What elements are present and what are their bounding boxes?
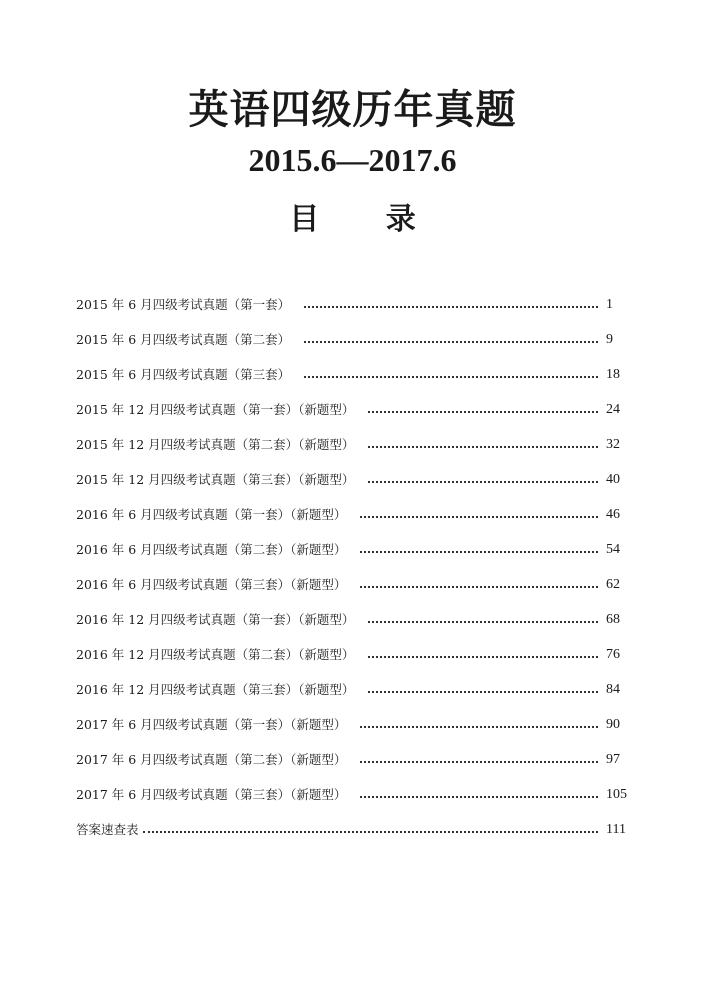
toc-entry-page: 105: [606, 786, 627, 802]
toc-leader-dots: [368, 621, 598, 623]
toc-entry-page: 68: [606, 611, 620, 627]
toc-entry[interactable]: [76, 427, 628, 462]
page-title: 英语四级历年真题: [188, 86, 517, 133]
toc-heading: 目 录: [289, 202, 416, 237]
toc-entry-page: 76: [606, 646, 620, 662]
toc-entry-title: 2017 年 6 月四级考试真题（第二套）（新题型）: [76, 751, 347, 767]
toc-leader-dots: [304, 376, 598, 378]
toc-leader-dots: [360, 726, 598, 728]
toc-entry-page: 54: [606, 541, 620, 557]
toc-entry-page: 1: [606, 296, 613, 312]
toc-entry-title: 2016 年 6 月四级考试真题（第二套）（新题型）: [76, 541, 347, 557]
toc-entry-title: 2015 年 12 月四级考试真题（第三套）（新题型）: [76, 471, 355, 487]
toc-leader-dots: [368, 481, 598, 483]
toc-entry-title: 2017 年 6 月四级考试真题（第三套）（新题型）: [76, 786, 347, 802]
toc-leader-dots: [360, 796, 598, 798]
toc-leader-dots: [360, 516, 598, 518]
toc-leader-dots: [360, 586, 598, 588]
toc-leader-dots: [368, 656, 598, 658]
toc-leader-dots: [368, 446, 598, 448]
toc-entry-page: 18: [606, 366, 620, 382]
toc-entry[interactable]: [76, 462, 628, 497]
toc-entry-page: 32: [606, 436, 620, 452]
toc-entry[interactable]: [76, 532, 628, 567]
toc-entry-page: 40: [606, 471, 620, 487]
toc-entry-title: 2015 年 12 月四级考试真题（第一套）（新题型）: [76, 401, 355, 417]
toc-entry[interactable]: [76, 322, 628, 357]
page-subtitle: 2015.6—2017.6: [248, 142, 457, 178]
toc-entry-title: 答案速查表: [76, 821, 139, 837]
toc-entry-title: 2016 年 12 月四级考试真题（第二套）（新题型）: [76, 646, 355, 662]
toc-leader-dots: [360, 551, 598, 553]
toc-entry[interactable]: [76, 672, 628, 707]
toc-entry-page: 97: [606, 751, 620, 767]
toc-entry[interactable]: [76, 392, 628, 427]
table-of-contents: [76, 287, 628, 847]
toc-entry[interactable]: [76, 567, 628, 602]
toc-entry[interactable]: [76, 777, 628, 812]
toc-entry-title: 2015 年 6 月四级考试真题（第三套）: [76, 366, 291, 382]
toc-entry-title: 2016 年 12 月四级考试真题（第一套）（新题型）: [76, 611, 355, 627]
toc-entry-answer-key[interactable]: [76, 812, 628, 847]
toc-leader-dots: [304, 341, 598, 343]
toc-leader-dots: [368, 411, 598, 413]
toc-entry-page: 46: [606, 506, 620, 522]
toc-entry-page: 9: [606, 331, 613, 347]
toc-entry[interactable]: [76, 742, 628, 777]
toc-leader-dots: [304, 306, 598, 308]
toc-entry[interactable]: [76, 637, 628, 672]
toc-entry-title: 2015 年 6 月四级考试真题（第二套）: [76, 331, 291, 347]
toc-leader-dots: [143, 831, 598, 833]
toc-entry[interactable]: [76, 357, 628, 392]
toc-entry-title: 2016 年 6 月四级考试真题（第三套）（新题型）: [76, 576, 347, 592]
toc-entry-page: 90: [606, 716, 620, 732]
toc-entry-title: 2015 年 12 月四级考试真题（第二套）（新题型）: [76, 436, 355, 452]
toc-entry[interactable]: [76, 497, 628, 532]
toc-entry-page: 24: [606, 401, 620, 417]
toc-entry-title: 2015 年 6 月四级考试真题（第一套）: [76, 296, 291, 312]
toc-entry-page: 62: [606, 576, 620, 592]
toc-entry[interactable]: [76, 602, 628, 637]
toc-entry-page: 84: [606, 681, 620, 697]
toc-entry-title: 2016 年 12 月四级考试真题（第三套）（新题型）: [76, 681, 355, 697]
toc-entry-title: 2017 年 6 月四级考试真题（第一套）（新题型）: [76, 716, 347, 732]
toc-entry[interactable]: [76, 287, 628, 322]
toc-leader-dots: [360, 761, 598, 763]
toc-entry[interactable]: [76, 707, 628, 742]
toc-entry-page: 111: [606, 821, 626, 837]
toc-leader-dots: [368, 691, 598, 693]
toc-entry-title: 2016 年 6 月四级考试真题（第一套）（新题型）: [76, 506, 347, 522]
